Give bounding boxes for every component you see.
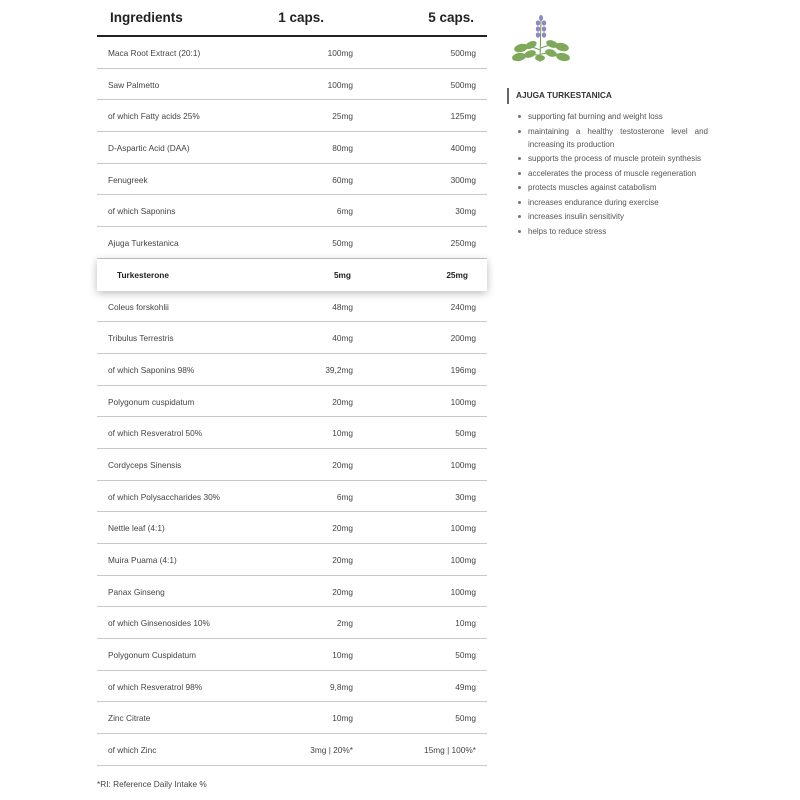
table-row-highlighted <box>97 259 487 291</box>
table-row <box>97 607 487 639</box>
benefit-item: supports the process of muscle protein synthesis <box>516 152 708 165</box>
header-1-caps: 1 caps. <box>278 10 324 25</box>
dose-5-caps: 100mg <box>450 586 476 597</box>
dose-5-caps: 50mg <box>455 650 476 661</box>
table-row <box>97 544 487 576</box>
ingredient-name: Zinc Citrate <box>108 713 151 724</box>
table-body <box>97 37 487 766</box>
table-row <box>97 69 487 101</box>
ingredient-name: Ajuga Turkestanica <box>108 238 179 249</box>
table-row <box>97 671 487 703</box>
dose-5-caps: 200mg <box>450 333 476 344</box>
ingredient-name: D-Aspartic Acid (DAA) <box>108 143 190 154</box>
dose-1-caps: 5mg <box>333 269 351 280</box>
dose-5-caps: 100mg <box>450 396 476 407</box>
ingredient-name: Saw Palmetto <box>108 79 160 90</box>
dose-5-caps: 10mg <box>455 618 476 629</box>
dose-5-caps: 125mg <box>450 111 476 122</box>
dose-5-caps: 25mg <box>446 269 468 280</box>
benefit-item: increases endurance during exercise <box>516 196 708 209</box>
dose-1-caps: 6mg <box>336 491 353 502</box>
table-row <box>97 512 487 544</box>
dose-1-caps: 2mg <box>336 618 353 629</box>
dose-1-caps: 20mg <box>332 523 353 534</box>
ingredient-name: Maca Root Extract (20:1) <box>108 48 201 58</box>
table-row <box>97 195 487 227</box>
table-row <box>97 576 487 608</box>
table-row <box>97 322 487 354</box>
dose-5-caps: 100mg <box>450 523 476 534</box>
ingredients-table <box>97 0 487 766</box>
dose-5-caps: 100mg <box>450 459 476 470</box>
table-row <box>97 702 487 734</box>
table-row <box>97 481 487 513</box>
dose-1-caps: 48mg <box>332 301 353 312</box>
dose-5-caps: 100mg <box>450 555 476 565</box>
ingredient-name: Fenugreek <box>108 174 148 185</box>
table-row <box>97 164 487 196</box>
dose-5-caps: 250mg <box>450 238 476 249</box>
ingredient-name: of which Resveratrol 50% <box>108 428 203 439</box>
dose-1-caps: 20mg <box>332 396 353 407</box>
dose-1-caps: 10mg <box>332 428 353 439</box>
ingredient-name: Polygonum Cuspidatum <box>108 650 197 661</box>
dose-5-caps: 240mg <box>450 301 476 312</box>
dose-1-caps: 6mg <box>336 206 353 217</box>
dose-5-caps: 400mg <box>450 143 476 154</box>
dose-5-caps: 50mg <box>455 713 476 724</box>
ingredient-name: Nettle leaf (4:1) <box>108 523 165 534</box>
ingredient-name: Turkesterone <box>117 269 169 280</box>
benefit-item: protects muscles against catabolism <box>516 181 708 194</box>
dose-1-caps: 10mg <box>332 713 353 724</box>
dose-1-caps: 100mg <box>327 48 353 58</box>
table-row <box>97 100 487 132</box>
dose-5-caps: 15mg | 100%* <box>424 745 476 756</box>
ingredient-name: Coleus forskohlii <box>108 301 169 312</box>
dose-1-caps: 9,8mg <box>329 681 353 692</box>
dose-5-caps: 500mg <box>450 79 476 90</box>
ingredient-name: Muira Puama (4:1) <box>108 555 177 565</box>
ingredient-name: Cordyceps Sinensis <box>108 459 182 470</box>
dose-1-caps: 100mg <box>327 79 353 90</box>
dose-1-caps: 39,2mg <box>325 364 353 375</box>
dose-1-caps: 60mg <box>332 174 353 185</box>
benefit-item: maintaining a healthy testosterone level and increasing its production <box>516 125 708 151</box>
benefit-item: helps to reduce stress <box>516 225 708 238</box>
ingredient-name: Polygonum cuspidatum <box>108 396 195 407</box>
ajuga-plant-illustration <box>507 10 573 65</box>
dose-5-caps: 50mg <box>455 428 476 439</box>
benefit-item: accelerates the process of muscle regeneration <box>516 167 708 180</box>
table-row <box>97 291 487 323</box>
ingredient-name: of which Saponins 98% <box>108 364 195 375</box>
benefit-item: supporting fat burning and weight loss <box>516 110 708 123</box>
ingredient-name: of which Saponins <box>108 206 176 217</box>
dose-5-caps: 196mg <box>450 364 476 375</box>
ingredient-name: Tribulus Terrestris <box>108 333 174 344</box>
dose-1-caps: 10mg <box>332 650 353 661</box>
ingredient-name: of which Polysaccharides 30% <box>108 491 221 502</box>
table-row <box>97 37 487 69</box>
header-5-caps: 5 caps. <box>428 10 474 25</box>
dose-1-caps: 3mg | 20%* <box>310 745 353 756</box>
dose-5-caps: 49mg <box>455 681 476 692</box>
dose-5-caps: 300mg <box>450 174 476 185</box>
table-row <box>97 417 487 449</box>
ingredient-name: of which Zinc <box>108 745 157 756</box>
ingredient-name: of which Resveratrol 98% <box>108 681 203 692</box>
dose-5-caps: 500mg <box>450 48 476 58</box>
dose-1-caps: 20mg <box>332 586 353 597</box>
ingredient-name: Panax Ginseng <box>108 586 165 597</box>
table-row <box>97 354 487 386</box>
ajuga-title: AJUGA TURKESTANICA <box>507 88 612 104</box>
ingredient-name: of which Fatty acids 25% <box>108 111 200 122</box>
table-row <box>97 449 487 481</box>
benefits-list <box>516 110 708 239</box>
table-row <box>97 227 487 259</box>
table-row <box>97 734 487 766</box>
dose-1-caps: 40mg <box>332 333 353 344</box>
dose-1-caps: 20mg <box>332 459 353 470</box>
footnote: *RI: Reference Daily Intake % <box>97 779 207 789</box>
dose-1-caps: 80mg <box>332 143 353 154</box>
table-row <box>97 132 487 164</box>
table-header <box>97 0 487 37</box>
table-row <box>97 639 487 671</box>
dose-1-caps: 25mg <box>332 111 353 122</box>
header-ingredients: Ingredients <box>110 10 183 25</box>
dose-5-caps: 30mg <box>455 206 476 217</box>
dose-1-caps: 50mg <box>332 238 353 249</box>
benefit-item: increases insulin sensitivity <box>516 210 708 223</box>
ingredient-name: of which Ginsenosides 10% <box>108 618 210 629</box>
table-row <box>97 386 487 418</box>
dose-1-caps: 20mg <box>332 555 353 565</box>
dose-5-caps: 30mg <box>455 491 476 502</box>
